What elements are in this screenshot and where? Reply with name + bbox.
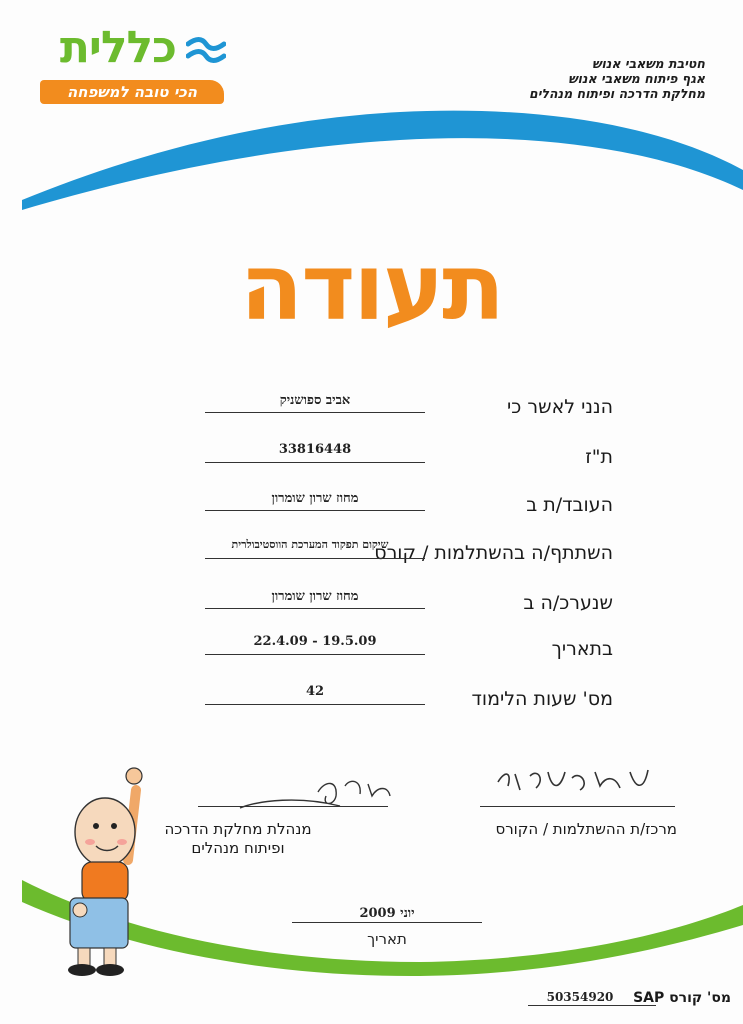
issue-date-label: תאריך [367,930,407,948]
field-label: הנני לאשר כי [507,396,613,418]
course-number-label: מס' קורס SAP [633,990,731,1006]
signature-label-line: מנהלת מחלקת הדרכה [164,820,312,838]
date-line [292,922,482,923]
org-line: חטיבת משאבי אנוש [592,56,705,71]
org-line: אגף פיתוח משאבי אנוש [568,71,705,86]
logo-name: כללית [59,22,176,73]
field-label: השתתף/ה בהשתלמות / קורס [374,542,613,564]
field-label: שנערכ/ה ב [523,592,613,614]
course-number-value: 50354920 [546,990,614,1004]
field-label: מס' שעות הלימוד [471,688,613,710]
field-value: שיקום תפקוד המערכת הווסטיבולרית [231,538,389,551]
signature-label-coordinator: מרכז/ת ההשתלמות / הקורס [495,820,677,838]
issue-date-value: יוני 2009 [359,906,415,921]
org-line: מחלקת הדרכה ופיתוח מנהלים [529,86,705,101]
field-value: 33816448 [278,442,352,457]
course-number-line [528,1005,656,1006]
field-value: אביב ספושניק [279,393,351,408]
field-value: מחוז שרון שומרון [271,589,359,604]
field-value: 42 [305,684,325,699]
field-value: 22.4.09 - 19.5.09 [253,634,377,649]
certificate-title: תעודה [240,234,503,341]
field-label: העובד/ת ב [526,494,613,516]
signature-label-line: ופיתוח מנהלים [191,839,285,857]
field-label: בתאריך [551,638,613,660]
field-value: מחוז שרון שומרון [271,491,359,506]
logo-slogan: הכי טובה למשפחה [40,80,224,104]
field-label: ת"ז [585,446,613,468]
